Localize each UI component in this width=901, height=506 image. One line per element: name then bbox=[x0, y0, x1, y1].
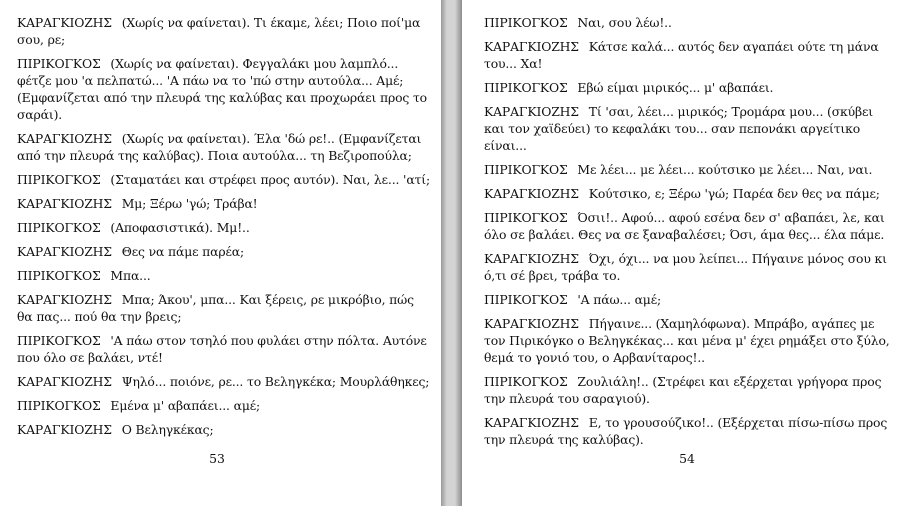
speaker-name: ΠΙΡΙΚΟΓΚΟΣ bbox=[17, 56, 101, 71]
speaker-name: ΠΙΡΙΚΟΓΚΟΣ bbox=[484, 162, 568, 177]
dialogue-line bbox=[17, 421, 431, 438]
dialogue-text: Πήγαινε... (Χαμηλόφωνα). Μπράβο, αγάπες με τον Πιρικόγκο ο Βεληγκέκας... και μένα μ' έχει ρημάξει στο ξύλο, θεμά το γονιό του, ο Αρβανίταρος!.. bbox=[484, 316, 890, 365]
dialogue-line bbox=[17, 171, 431, 188]
dialogue-line bbox=[17, 195, 431, 212]
speaker-name: ΠΙΡΙΚΟΓΚΟΣ bbox=[484, 15, 568, 30]
page-number: 53 bbox=[209, 451, 225, 466]
dialogue-line bbox=[484, 79, 893, 96]
dialogue-line bbox=[484, 291, 893, 308]
dialogue-text: 'Α πάω... αμέ; bbox=[577, 292, 661, 307]
dialogue-line bbox=[484, 103, 893, 154]
dialogue-text: Ψηλό... ποιόνε, ρε... το Βεληγκέκα; Μουρλάθηκες; bbox=[121, 374, 430, 389]
dialogue-line bbox=[484, 14, 893, 31]
speaker-name: ΠΙΡΙΚΟΓΚΟΣ bbox=[17, 333, 101, 348]
dialogue-text: Ζουλιάλη!.. (Στρέφει και εξέρχεται γρήγορα προς την πλευρά του σαραγιού). bbox=[484, 374, 882, 406]
speaker-name: ΚΑΡΑΓΚΙΟΖΗΣ bbox=[17, 292, 112, 307]
dialogue-line bbox=[17, 373, 431, 390]
dialogue-text: Μμ; Ξέρω 'γώ; Τράβα! bbox=[121, 196, 258, 211]
dialogue-text: Κάτσε καλά... αυτός δεν αγαπάει ούτε τη μάνα του... Χα! bbox=[484, 39, 879, 71]
dialogue-text: Μπα... bbox=[110, 268, 151, 283]
speaker-name: ΠΙΡΙΚΟΓΚΟΣ bbox=[484, 80, 568, 95]
dialogue-line bbox=[484, 250, 893, 284]
dialogue-text: (Αποφασιστικά). Μμ!.. bbox=[110, 220, 250, 235]
page-number: 54 bbox=[679, 451, 695, 466]
dialogue-text: Όχι, όχι... να μου λείπει... Πήγαινε μόνος σου κι ό,τι σέ βρει, τράβα το. bbox=[484, 251, 887, 283]
left-page bbox=[0, 0, 441, 506]
page-gutter-shadow bbox=[441, 0, 447, 506]
dialogue-line bbox=[484, 373, 893, 407]
speaker-name: ΚΑΡΑΓΚΙΟΖΗΣ bbox=[484, 415, 579, 430]
dialogue-text: Εμένα μ' αβαπάει... αμέ; bbox=[110, 398, 261, 413]
page-gutter-shadow bbox=[455, 0, 462, 506]
dialogue-line bbox=[17, 332, 431, 366]
dialogue-line bbox=[17, 267, 431, 284]
right-page bbox=[462, 0, 901, 506]
speaker-name: ΠΙΡΙΚΟΓΚΟΣ bbox=[484, 374, 568, 389]
speaker-name: ΠΙΡΙΚΟΓΚΟΣ bbox=[17, 220, 101, 235]
dialogue-line bbox=[17, 55, 431, 123]
speaker-name: ΠΙΡΙΚΟΓΚΟΣ bbox=[17, 398, 101, 413]
speaker-name: ΚΑΡΑΓΚΙΟΖΗΣ bbox=[484, 39, 579, 54]
dialogue-line bbox=[17, 397, 431, 414]
speaker-name: ΚΑΡΑΓΚΙΟΖΗΣ bbox=[484, 104, 579, 119]
speaker-name: ΠΙΡΙΚΟΓΚΟΣ bbox=[17, 268, 101, 283]
dialogue-text: 'Α πάω στον τσηλό που φυλάει στην πόλτα. Αυτόνε που όλο σε βαλάει, ντέ! bbox=[17, 333, 427, 365]
speaker-name: ΚΑΡΑΓΚΙΟΖΗΣ bbox=[17, 15, 112, 30]
dialogue-line bbox=[17, 130, 431, 164]
speaker-name: ΠΙΡΙΚΟΓΚΟΣ bbox=[484, 210, 568, 225]
right-page-text bbox=[484, 14, 893, 448]
dialogue-line bbox=[484, 185, 893, 202]
dialogue-line bbox=[484, 38, 893, 72]
dialogue-text: Ο Βεληγκέκας; bbox=[121, 422, 214, 437]
dialogue-text: (Σταματάει και στρέφει προς αυτόν). Ναι, λε... 'ατί; bbox=[110, 172, 430, 187]
speaker-name: ΚΑΡΑΓΚΙΟΖΗΣ bbox=[17, 244, 112, 259]
speaker-name: ΚΑΡΑΓΚΙΟΖΗΣ bbox=[17, 196, 112, 211]
speaker-name: ΠΙΡΙΚΟΓΚΟΣ bbox=[17, 172, 101, 187]
dialogue-text: Μπα; Άκου', μπα... Και ξέρεις, ρε μικρόβιο, πώς θα πας... πού θα την βρεις; bbox=[17, 292, 414, 324]
dialogue-line bbox=[17, 219, 431, 236]
dialogue-text: Ναι, σου λέω!.. bbox=[577, 15, 672, 30]
speaker-name: ΚΑΡΑΓΚΙΟΖΗΣ bbox=[484, 186, 579, 201]
speaker-name: ΚΑΡΑΓΚΙΟΖΗΣ bbox=[17, 374, 112, 389]
dialogue-line bbox=[484, 414, 893, 448]
dialogue-text: (Χωρίς να φαίνεται). Φεγγαλάκι μου λαμπλό... φέτζε μου 'α πελπατώ... 'Α πάω να το 'πώ στην αυτούλα... Αμέ; (Εμφανίζεται από την πλευρά της καλύβας και προχωράει προς το σαράι). bbox=[17, 56, 427, 122]
speaker-name: ΚΑΡΑΓΚΙΟΖΗΣ bbox=[17, 131, 112, 146]
dialogue-text: (Χωρίς να φαίνεται). Τι έκαμε, λέει; Ποιο ποί'μα σου, ρε; bbox=[17, 15, 421, 47]
dialogue-line bbox=[484, 209, 893, 243]
dialogue-text: Ε, το γρουσούζικο!.. (Εξέρχεται πίσω-πίσω προς την πλευρά της καλύβας). bbox=[484, 415, 888, 447]
dialogue-text: Θες να πάμε παρέα; bbox=[121, 244, 245, 259]
dialogue-line bbox=[17, 14, 431, 48]
speaker-name: ΠΙΡΙΚΟΓΚΟΣ bbox=[484, 292, 568, 307]
speaker-name: ΚΑΡΑΓΚΙΟΖΗΣ bbox=[484, 251, 579, 266]
dialogue-line bbox=[17, 243, 431, 260]
dialogue-line bbox=[484, 315, 893, 366]
dialogue-text: Όσιι!.. Αφού... αφού εσένα δεν σ' αβαπάει, λε, και όλο σε βαλάει. Θες να σε ξαναβαλέσει; Όσι, άμα θες... έλα πάμε. bbox=[484, 210, 885, 242]
left-page-text bbox=[17, 14, 431, 438]
dialogue-line bbox=[484, 161, 893, 178]
dialogue-text: Εβώ είμαι μιρικός... μ' αβαπάει. bbox=[577, 80, 774, 95]
speaker-name: ΚΑΡΑΓΚΙΟΖΗΣ bbox=[17, 422, 112, 437]
dialogue-text: Τί 'σαι, λέει... μιρικός; Τρομάρα μου... (σκύβει και τον χαϊδεύει) το κεφαλάκι του... σαν πεπονάκι αργείτικο είναι... bbox=[484, 104, 874, 153]
dialogue-text: (Χωρίς να φαίνεται). Έλα 'δώ ρε!.. (Εμφανίζεται από την πλευρά της καλύβας). Ποια αυτούλα... τη Βεζιροπούλα; bbox=[17, 131, 422, 163]
dialogue-line bbox=[17, 291, 431, 325]
dialogue-text: Με λέει... με λέει... κούτσικο με λέει... Ναι, ναι. bbox=[577, 162, 873, 177]
speaker-name: ΚΑΡΑΓΚΙΟΖΗΣ bbox=[484, 316, 579, 331]
dialogue-text: Κούτσικο, ε; Ξέρω 'γώ; Παρέα δεν θες να πάμε; bbox=[588, 186, 880, 201]
